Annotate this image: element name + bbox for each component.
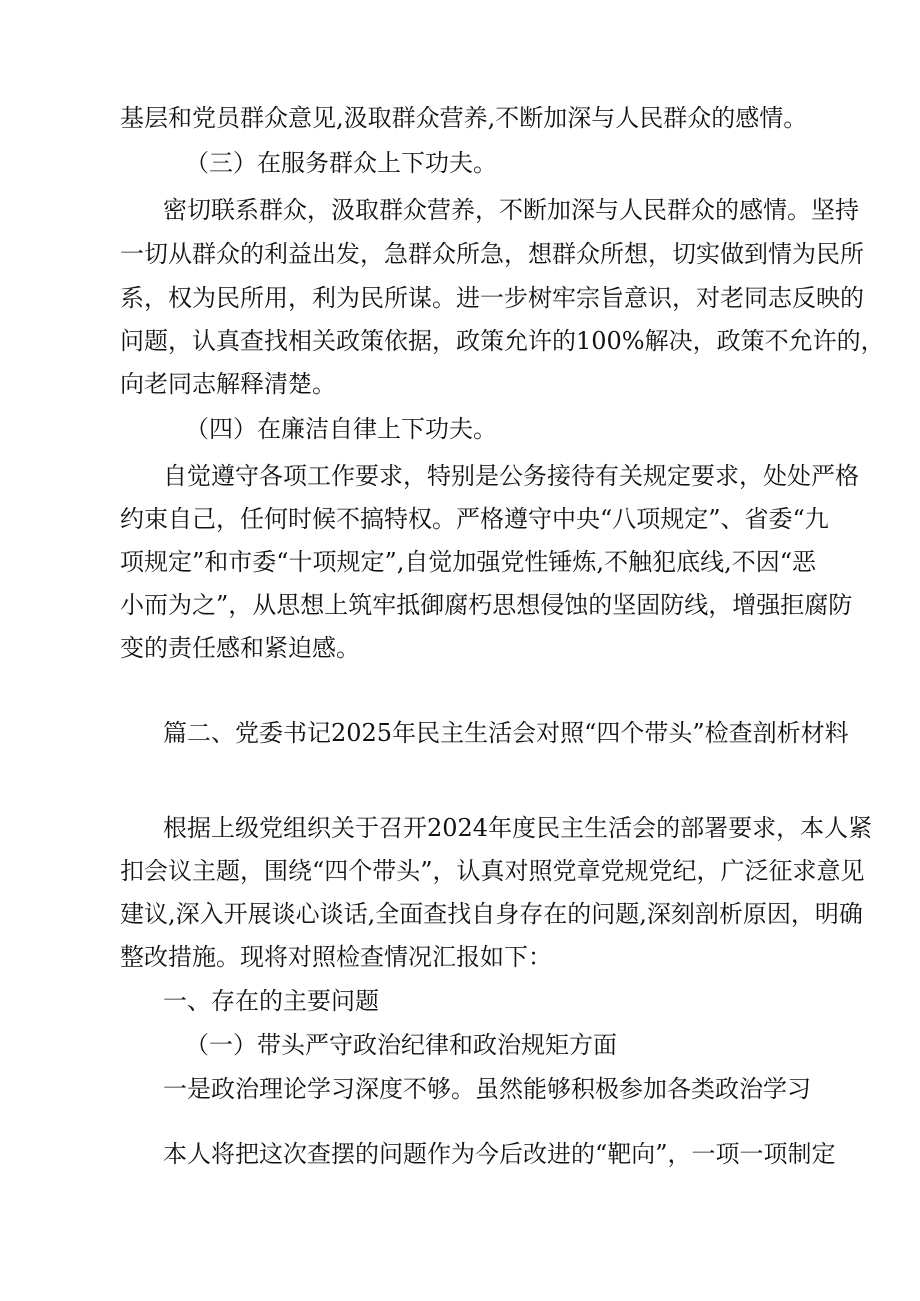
paragraph-line: 基层和党员群众意见,汲取群众营养,不断加深与人民群众的感情。: [120, 104, 808, 132]
paragraph-line: 整改措施。现将对照检查情况汇报如下：: [120, 943, 552, 971]
section-heading: 一、存在的主要问题: [163, 987, 379, 1015]
paragraph-line: 问题，认真查找相关政策依据，政策允许的100%解决，政策不允许的，: [120, 327, 885, 355]
paragraph-line: 本人将把这次查摆的问题作为今后改进的“靶向”，一项一项制定: [163, 1140, 836, 1168]
section-heading: （一）带头严守政治纪律和政治规矩方面: [185, 1031, 617, 1059]
paragraph-line: 建议,深入开展谈心谈话,全面查找自身存在的问题,深刻剖析原因，明确: [120, 900, 863, 928]
section-heading: （三）在服务群众上下功夫。: [185, 149, 497, 177]
article-title: 篇二、党委书记2025年民主生活会对照“四个带头”检查剖析材料: [163, 719, 849, 747]
paragraph-line: 根据上级党组织关于召开2024年度民主生活会的部署要求，本人紧: [163, 814, 873, 842]
paragraph-line: 小而为之”，从思想上筑牢抵御腐朽思想侵蚀的坚固防线，增强拒腐防: [120, 591, 853, 619]
paragraph-line: 系，权为民所用，利为民所谋。进一步树牢宗旨意识，对老同志反映的: [120, 284, 864, 312]
paragraph-line: 一是政治理论学习深度不够。虽然能够积极参加各类政治学习: [163, 1075, 811, 1103]
paragraph-line: 变的责任感和紧迫感。: [120, 634, 360, 662]
paragraph-line: 约束自己，任何时候不搞特权。严格遵守中央“八项规定”、省委“九: [120, 505, 829, 533]
paragraph-line: 扣会议主题，围绕“四个带头”，认真对照党章党规党纪，广泛征求意见: [120, 857, 865, 885]
paragraph-line: 密切联系群众，汲取群众营养，不断加深与人民群众的感情。坚持: [163, 196, 859, 224]
paragraph-line: 一切从群众的利益出发，急群众所急，想群众所想，切实做到情为民所: [120, 240, 864, 268]
section-heading: （四）在廉洁自律上下功夫。: [185, 415, 497, 443]
paragraph-line: 向老同志解释清楚。: [120, 370, 336, 398]
paragraph-line: 自觉遵守各项工作要求，特别是公务接待有关规定要求，处处严格: [163, 462, 859, 490]
paragraph-line: 项规定”和市委“十项规定”,自觉加强党性锤炼,不触犯底线,不因“恶: [120, 548, 816, 576]
